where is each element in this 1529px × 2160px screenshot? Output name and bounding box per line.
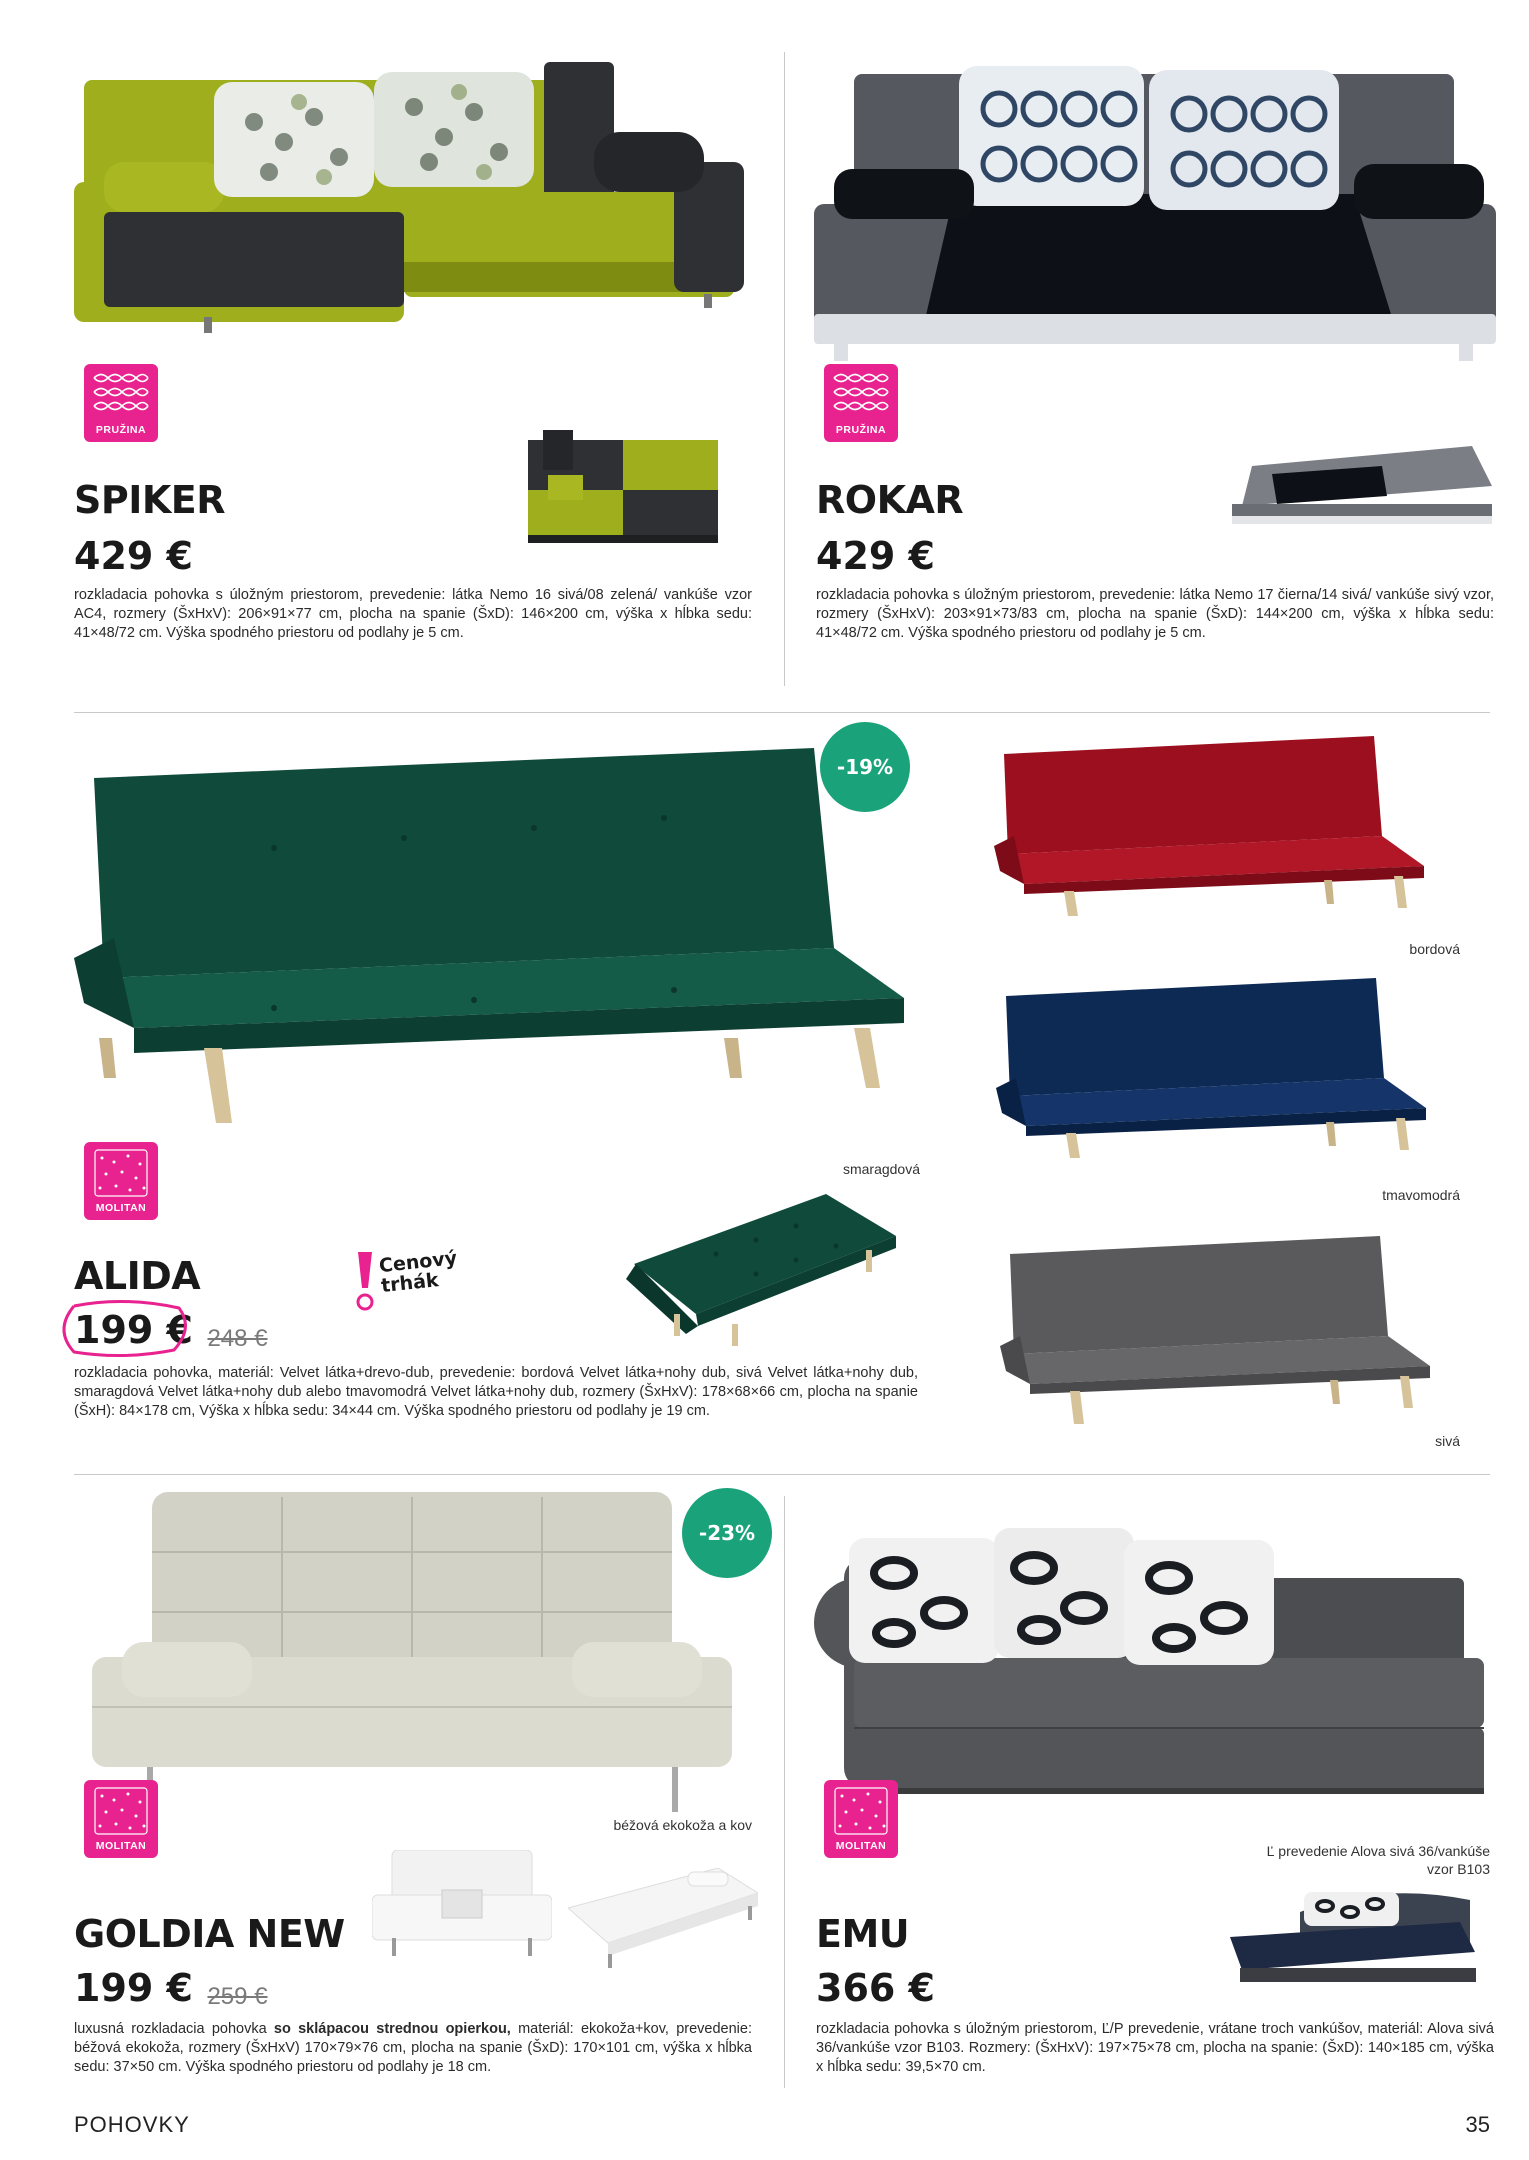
spring-feature-label: PRUŽINA xyxy=(95,424,147,436)
alida-sofa-bordeaux-image xyxy=(994,736,1444,916)
alida-bed-image xyxy=(626,1194,902,1346)
deal-badge xyxy=(354,1247,494,1312)
page-number: 35 xyxy=(1465,2112,1490,2137)
color-caption: béžová ekokoža a kov xyxy=(613,1817,752,1833)
foam-feature-badge xyxy=(84,1142,158,1220)
section-name: POHOVKY xyxy=(74,2112,190,2137)
product-title: GOLDIA NEW xyxy=(74,1912,345,1956)
product-description: rozkladacia pohovka s úložným priestorom, Ľ/P prevedenie, vrátane troch vankúšov, materiál: Alova sivá 36/vankúše vzor B103. Rozmery: (ŠxHxV): 197×75×78 cm, plocha na spanie: (ŠxD): 140×185 cm, výška x hĺbka sedu: 39,5×70 cm. xyxy=(816,2021,1494,2075)
product-description: rozkladacia pohovka, materiál: Velvet látka+drevo-dub, prevedenie: bordová Velvet látka+nohy dub, sivá Velvet látka+nohy dub, smaragdová Velvet látka+nohy dub alebo tmavomodrá Velvet látka+nohy dub, rozmery (ŠxHxV): 178×68×66 cm, plocha na spanie (ŠxH): 84×178 cm, Výška x hĺbka sedu: 34×44 cm. Výška spodného priestoru od podlahy je 19 cm. xyxy=(74,1365,918,1419)
product-price: 429 € xyxy=(816,534,935,578)
product-title: ALIDA xyxy=(74,1254,201,1298)
variant-caption-navy: tmavomodrá xyxy=(1382,1187,1460,1203)
product-description: rozkladacia pohovka s úložným priestorom, prevedenie: látka Nemo 16 sivá/08 zelená/ vankúše vzor AC4, rozmery (ŠxHxV): 206×91×77 cm, plocha na spanie (ŠxD): 146×200 cm, výška x hĺbka sedu: 41×48/72 cm. Výška spodného priestoru od podlahy je 5 cm. xyxy=(74,587,752,641)
spring-feature-badge xyxy=(84,364,158,442)
description-text: luxusná rozkladacia pohovka xyxy=(74,2021,274,2037)
alida-sofa-grey-image xyxy=(1000,1236,1450,1426)
foam-icon xyxy=(92,1148,150,1198)
variant-caption-grey: sivá xyxy=(1435,1433,1460,1449)
spring-feature-badge xyxy=(824,364,898,442)
foam-feature-label: MOLITAN xyxy=(95,1202,147,1214)
rokar-bed-image xyxy=(1232,446,1492,528)
product-description: rozkladacia pohovka s úložným priestorom, prevedenie: látka Nemo 17 čierna/14 sivá/ vankúše sivý vzor, rozmery (ŠxHxV): 203×91×73/83 cm, plocha na spanie (ŠxD): 144×200 cm, výška x hĺbka sedu: 41×48/72 cm. Výška spodného priestoru od podlahy je 5 cm. xyxy=(816,587,1494,641)
alida-sofa-navy-image xyxy=(996,978,1446,1158)
foam-icon xyxy=(832,1786,890,1836)
product-price: 429 € xyxy=(74,534,193,578)
spiker-bed-image xyxy=(528,430,718,548)
vertical-divider-bottom xyxy=(784,1496,785,2088)
foam-icon xyxy=(92,1786,150,1836)
description-bold: so sklápacou strednou opierkou, xyxy=(273,2021,511,2037)
foam-feature-badge xyxy=(84,1780,158,1858)
product-title: SPIKER xyxy=(74,478,226,522)
description-text: materiál: ekokoža+kov, prevedenie: béžová ekokoža, rozmery (ŠxHxV) 170×79×76 cm, plocha na spanie (ŠxD): 170×101 cm, výška x hĺbka sedu: 37×50 cm. Výška spodného priestoru od podlahy je 18 cm. xyxy=(74,2021,752,2075)
product-price: 199 € xyxy=(74,1308,193,1352)
spring-icon xyxy=(832,370,890,420)
product-title: ROKAR xyxy=(816,478,964,522)
deal-badge-label: Cenový trhák xyxy=(378,1247,459,1298)
product-price: 199 € xyxy=(74,1966,193,2010)
vertical-divider-top xyxy=(784,52,785,686)
spiker-sofa-image xyxy=(74,62,764,382)
old-price: 259 € xyxy=(207,1982,268,2010)
goldia-sofa-image xyxy=(92,1492,732,1812)
main-color-caption: smaragdová xyxy=(842,1161,920,1177)
goldia-bed-white-image xyxy=(568,1868,758,1968)
foam-feature-badge xyxy=(824,1780,898,1858)
foam-feature-label: MOLITAN xyxy=(835,1840,887,1852)
emu-caption-line-2: vzor B103 xyxy=(1426,1861,1490,1877)
exclamation-icon xyxy=(354,1250,378,1312)
discount-badge: -23% xyxy=(682,1488,772,1578)
product-title: EMU xyxy=(816,1912,910,1956)
emu-caption xyxy=(1160,1842,1490,1878)
emu-sofa-image xyxy=(814,1518,1494,1818)
old-price: 248 € xyxy=(207,1324,268,1352)
product-description xyxy=(74,2020,752,2077)
foam-feature-label: MOLITAN xyxy=(95,1840,147,1852)
horizontal-divider-1 xyxy=(74,712,1490,713)
emu-caption-line-1: Ľ prevedenie Alova sivá 36/vankúše xyxy=(1266,1843,1490,1859)
horizontal-divider-2 xyxy=(74,1474,1490,1475)
price-row xyxy=(74,1966,268,2011)
rokar-sofa-image xyxy=(814,64,1496,364)
alida-sofa-emerald-image xyxy=(74,738,914,1128)
spring-feature-label: PRUŽINA xyxy=(835,424,887,436)
emu-bed-image xyxy=(1230,1882,1480,1988)
discount-badge: -19% xyxy=(820,722,910,812)
price-highlight-circle xyxy=(54,1298,194,1360)
goldia-sofa-open-white-image xyxy=(372,1850,552,1960)
spring-icon xyxy=(92,370,150,420)
variant-caption-bordeaux: bordová xyxy=(1409,941,1460,957)
product-price: 366 € xyxy=(816,1966,935,2010)
